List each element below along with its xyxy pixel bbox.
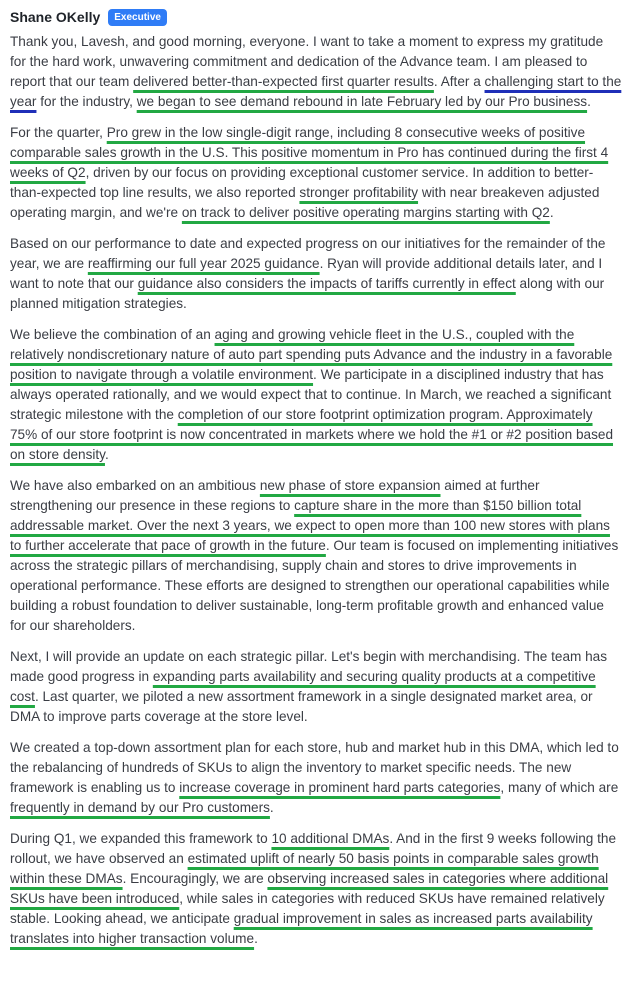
text-segment: Based on our performance to date and expected progress on our initiatives for the remainder of the year, we are — [10, 236, 606, 271]
text-segment: We have also embarked on an ambitious — [10, 478, 260, 493]
highlighted-phrase: completion of our store footprint optimization program. Approximately 75% of our store footprint is now concentrated in markets where we hold the #1 or #2 position based on store density — [10, 407, 614, 462]
text-segment: We created a top-down assortment plan for each store, hub and market hub in this DMA, which led to the rebalancing of hundreds of SKUs to align the inventory to market specific needs. The new framework is enabling us to — [10, 740, 619, 795]
transcript-paragraph — [10, 829, 622, 949]
text-segment: We believe the combination of an — [10, 327, 215, 342]
speaker-name: Shane OKelly — [10, 9, 101, 25]
transcript-paragraph — [10, 325, 622, 465]
text-segment: , driven by our focus on providing exceptional customer service. In addition to better-than-expected top line results, we also reported — [10, 165, 594, 200]
text-segment: . — [549, 205, 554, 220]
text-segment: with near breakeven adjusted operating margin, and we're — [10, 185, 600, 220]
transcript-paragraph — [10, 234, 622, 314]
text-segment: . — [269, 800, 274, 815]
text-segment: . Ryan will provide additional details later, and I want to note that our — [10, 256, 603, 291]
highlighted-phrase: gradual improvement in sales as increased parts availability translates into higher transaction volume — [10, 911, 593, 946]
transcript-paragraph — [10, 647, 622, 727]
transcript-body — [10, 32, 622, 949]
highlighted-phrase: 10 additional DMAs — [271, 831, 390, 846]
highlighted-phrase: delivered better-than-expected first quarter results — [133, 74, 434, 89]
text-segment: , many of which are — [500, 780, 619, 795]
highlighted-phrase: new phase of store expansion — [259, 478, 441, 493]
highlighted-phrase: frequently in demand by our Pro customers — [10, 800, 270, 815]
text-segment: . Last quarter, we piloted a new assortment framework in a single designated market area, or DMA to improve parts coverage at the store level. — [10, 689, 593, 724]
transcript-paragraph — [10, 738, 622, 818]
text-segment: . — [104, 447, 109, 462]
text-segment: . And in the first 9 weeks following the rollout, we have observed an — [10, 831, 617, 866]
text-segment: , while sales in categories with reduced SKUs have remained relatively stable. Looking ahead, we anticipate — [10, 891, 605, 926]
text-segment: along with our planned mitigation strategies. — [10, 276, 605, 311]
text-segment: . Our team is focused on implementing initiatives across the strategic pillars of merchandising, supply chain and stores to drive improvements in operational performance. These efforts are designed to strengthen our operational capabilities while building a robust foundation to deliver sustainable, long-term profitable growth and enhanced value for our shareholders. — [10, 538, 619, 633]
highlighted-phrase: capture share in the more than $150 billion total addressable market. Over the next 3 years, we expect to open more than 100 new stores with plans to further accelerate that pace of growth in the future — [10, 498, 610, 553]
text-segment: Next, I will provide an update on each strategic pillar. Let's begin with merchandising. The team has made good progress in — [10, 649, 608, 684]
transcript-paragraph — [10, 476, 622, 636]
highlighted-phrase: we began to see demand rebound in late February led by our Pro business — [136, 94, 588, 109]
highlighted-phrase: aging and growing vehicle fleet in the U.S., coupled with the relatively nondiscretionary nature of auto part spending puts Advance and the industry in a favorable position to navigate through a volatile environment — [10, 327, 613, 382]
text-segment: aimed at further strengthening our presence in these regions to — [10, 478, 540, 513]
text-segment: . — [587, 94, 591, 109]
text-segment: During Q1, we expanded this framework to — [10, 831, 272, 846]
highlighted-phrase: expanding parts availability and securing quality products at a competitive cost — [10, 669, 596, 704]
highlighted-phrase: stronger profitability — [299, 185, 419, 200]
speaker-header — [10, 6, 622, 28]
text-segment: . — [254, 931, 258, 946]
role-badge: Executive — [108, 9, 167, 26]
text-segment: For the quarter, — [10, 125, 107, 140]
highlighted-phrase: on track to deliver positive operating margins starting with Q2 — [181, 205, 550, 220]
text-segment: . We participate in a disciplined industry that has always operated rationally, and we would expect that to continue. In March, we reached a significant strategic milestone with the — [10, 367, 612, 422]
highlighted-phrase-alt: challenging start to the year — [10, 74, 622, 109]
highlighted-phrase: Pro grew in the low single-digit range, including 8 consecutive weeks of positive comparable sales growth in the U.S. This positive momentum in Pro has continued during the first 4 weeks of Q2 — [10, 125, 609, 180]
text-segment: . After a — [433, 74, 485, 89]
highlighted-phrase: observing increased sales in categories where additional SKUs have been introduced — [10, 871, 609, 906]
highlighted-phrase: increase coverage in prominent hard parts categories — [179, 780, 501, 795]
transcript-paragraph — [10, 123, 622, 223]
highlighted-phrase: estimated uplift of nearly 50 basis points in comparable sales growth within these DMAs — [10, 851, 599, 886]
highlighted-phrase: reaffirming our full year 2025 guidance — [87, 256, 320, 271]
text-segment: Thank you, Lavesh, and good morning, everyone. I want to take a moment to express my gratitude for the hard work, unwavering commitment and dedication of the Advance team. I am pleased to report that our team — [10, 34, 604, 89]
highlighted-phrase: guidance also considers the impacts of tariffs currently in effect — [137, 276, 516, 291]
transcript-paragraph — [10, 32, 622, 112]
text-segment: . Encouragingly, we are — [122, 871, 268, 886]
text-segment: for the industry, — [36, 94, 137, 109]
